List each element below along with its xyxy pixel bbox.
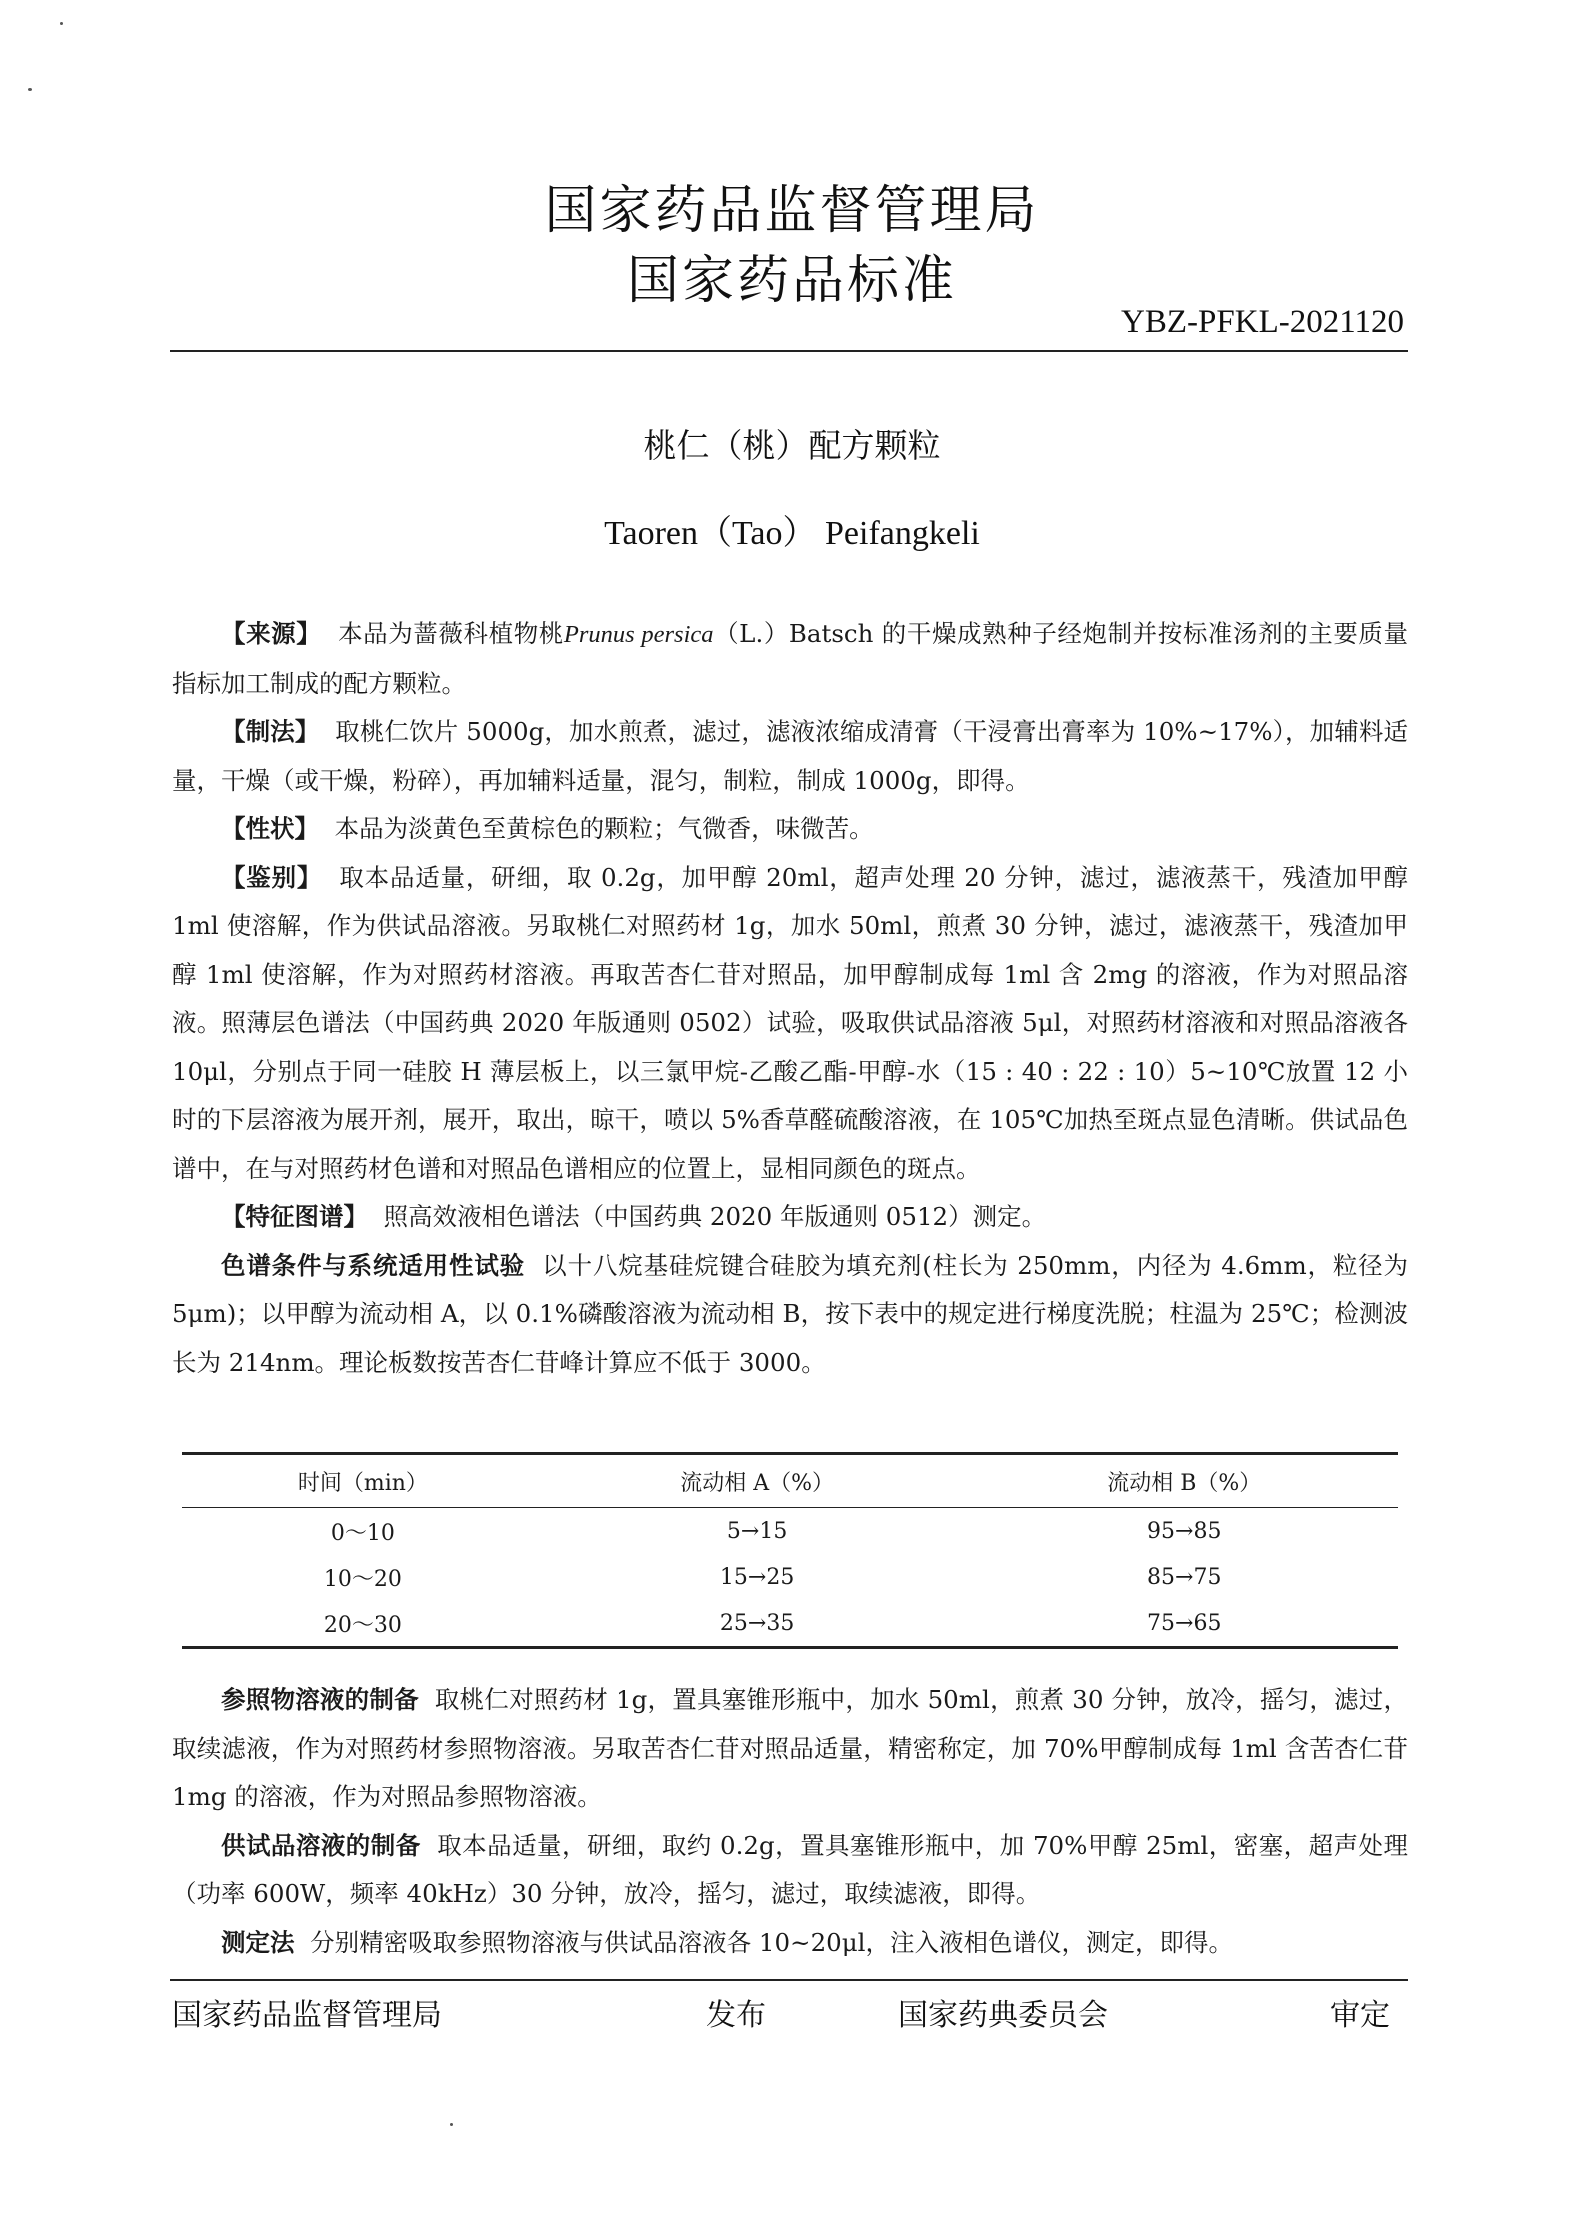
table-cell: 20～30	[323, 1612, 402, 1638]
table-cell: 85→75	[1147, 1564, 1222, 1590]
table-cell: 25→35	[719, 1610, 795, 1636]
reference-solution-label: 参照物溶液的制备	[221, 1685, 419, 1714]
footer-rule	[170, 1979, 1408, 1981]
scan-speck	[60, 22, 63, 25]
footer-reviewer: 国家药典委员会	[898, 1998, 1108, 2033]
table-cell: 75→65	[1147, 1610, 1222, 1636]
standard-number: YBZ-PFKL-2021120	[1121, 304, 1404, 340]
table-cell: 0～10	[330, 1520, 395, 1546]
preparation-label: 【制法】	[221, 717, 320, 746]
scan-speck	[450, 2123, 453, 2126]
reference-solution-text: 取桃仁对照药材 1g，置具塞锥形瓶中，加水 50ml，煎煮 30 分钟，放冷，摇匀，滤过，取续滤液，作为对照药材参照物溶液。另取苦杏仁苷对照品适量，精密称定，加 70%甲醇制成每 1ml 含苦杏仁苷 1mg 的溶液，作为对照品参照物溶液。	[172, 1685, 1409, 1811]
product-name-pinyin: Taoren（Tao） Peifangkeli	[604, 515, 980, 552]
table-header-phase-a: 流动相 A（%）	[680, 1470, 835, 1496]
footer-issuer: 国家药品监督管理局	[172, 1998, 442, 2033]
identification-label: 【鉴别】	[221, 862, 323, 892]
table-cell: 95→85	[1147, 1518, 1222, 1544]
source-text-pre: 本品为蔷薇科植物桃	[338, 619, 564, 648]
gradient-table	[182, 1452, 1398, 1649]
table-cell: 10～20	[323, 1566, 402, 1592]
gradient-table-wrapper	[182, 1452, 1398, 1649]
table-cell: 5→15	[726, 1518, 788, 1544]
document-body	[172, 610, 1408, 1387]
source-text-post: （L.）Batsch 的干燥成熟种子经炮制并按标准汤剂的主要质量指标加工制成的配方颗粒。	[172, 619, 1409, 698]
table-header-phase-b: 流动相 B（%）	[1107, 1470, 1262, 1496]
preparation-text: 取桃仁饮片 5000g，加水煎煮，滤过，滤液浓缩成清膏（干浸膏出膏率为 10%~17%），加辅料适量，干燥（或干燥，粉碎），再加辅料适量，混匀，制粒，制成 1000g，即得。	[172, 717, 1409, 795]
footer-issue-action: 发布	[706, 1998, 766, 2033]
test-solution-label: 供试品溶液的制备	[221, 1830, 421, 1860]
table-row	[182, 1600, 1398, 1648]
fingerprint-text: 照高效液相色谱法（中国药典 2020 年版通则 0512）测定。	[383, 1202, 1047, 1231]
characters-paragraph	[172, 805, 1408, 854]
identification-text: 取本品适量，研细，取 0.2g，加甲醇 20ml，超声处理 20 分钟，滤过，滤液蒸干，残渣加甲醇 1ml 使溶解，作为供试品溶液。另取桃仁对照药材 1g，加水 50ml，煎煮 30 分钟，滤过，滤液蒸干，残渣加甲醇 1ml 使溶解，作为对照药材溶液。再取苦杏仁苷对照品，加甲醇制成每 1ml 含 2mg 的溶液，作为对照品溶液。照薄层色谱法（中国药典 2020 年版通则 0502）试验，吸取供试品溶液 5μl，对照药材溶液和对照品溶液各 10μl，分别点于同一硅胶 H 薄层板上，以三氯甲烷-乙酸乙酯-甲醇-水（15 : 40 : 22 : 10）5~10℃放置 12 小时的下层溶液为展开剂，展开，取出，晾干，喷以 5%香草醛硫酸溶液，在 105℃加热至斑点显色清晰。供试品色谱中，在与对照药材色谱和对照品色谱相应的位置上，显相同颜色的斑点。	[172, 862, 1409, 1183]
conditions-paragraph	[172, 1242, 1408, 1388]
fingerprint-label: 【特征图谱】	[221, 1202, 368, 1231]
test-solution-paragraph	[172, 1822, 1408, 1919]
reference-solution-paragraph	[172, 1676, 1408, 1822]
assay-text: 分别精密吸取参照物溶液与供试品溶液各 10~20μl，注入液相色谱仪，测定，即得。	[310, 1927, 1233, 1957]
preparation-paragraph	[172, 708, 1408, 805]
product-name-cn: 桃仁（桃）配方颗粒	[643, 426, 941, 465]
source-paragraph	[172, 610, 1408, 708]
assay-label: 测定法	[221, 1927, 295, 1957]
characters-label: 【性状】	[221, 814, 319, 843]
test-solution-text: 取本品适量，研细，取约 0.2g，置具塞锥形瓶中，加 70%甲醇 25ml，密塞，超声处理（功率 600W，频率 40kHz）30 分钟，放冷，摇匀，滤过，取续滤液，即得。	[172, 1830, 1408, 1908]
conditions-text: 以十八烷基硅烷键合硅胶为填充剂(柱长为 250mm，内径为 4.6mm，粒径为 5μm)；以甲醇为流动相 A，以 0.1%磷酸溶液为流动相 B，按下表中的规定进行梯度洗脱；柱温为 25℃；检测波长为 214nm。理论板数按苦杏仁苷峰计算应不低于 3000。	[172, 1250, 1409, 1377]
source-label: 【来源】	[221, 619, 322, 648]
authority-heading: 国家药品监督管理局	[544, 181, 1040, 241]
table-header-row	[182, 1454, 1398, 1508]
footer-review-action: 审定	[1330, 1998, 1390, 2033]
scan-speck	[28, 88, 32, 91]
table-header-time: 时间（min）	[297, 1470, 428, 1496]
conditions-label: 色谱条件与系统适用性试验	[221, 1250, 525, 1280]
document-title: 国家药品标准	[626, 251, 957, 311]
identification-paragraph	[172, 854, 1408, 1194]
table-row	[182, 1508, 1398, 1555]
assay-paragraph	[172, 1919, 1408, 1968]
header-rule	[170, 350, 1408, 352]
fingerprint-paragraph	[172, 1193, 1408, 1242]
table-cell: 15→25	[719, 1564, 795, 1590]
source-latin-name: Prunus persica	[563, 621, 714, 648]
characters-text: 本品为淡黄色至黄棕色的颗粒；气微香，味微苦。	[334, 814, 874, 843]
table-row	[182, 1554, 1398, 1600]
document-body-continued	[172, 1676, 1408, 1967]
